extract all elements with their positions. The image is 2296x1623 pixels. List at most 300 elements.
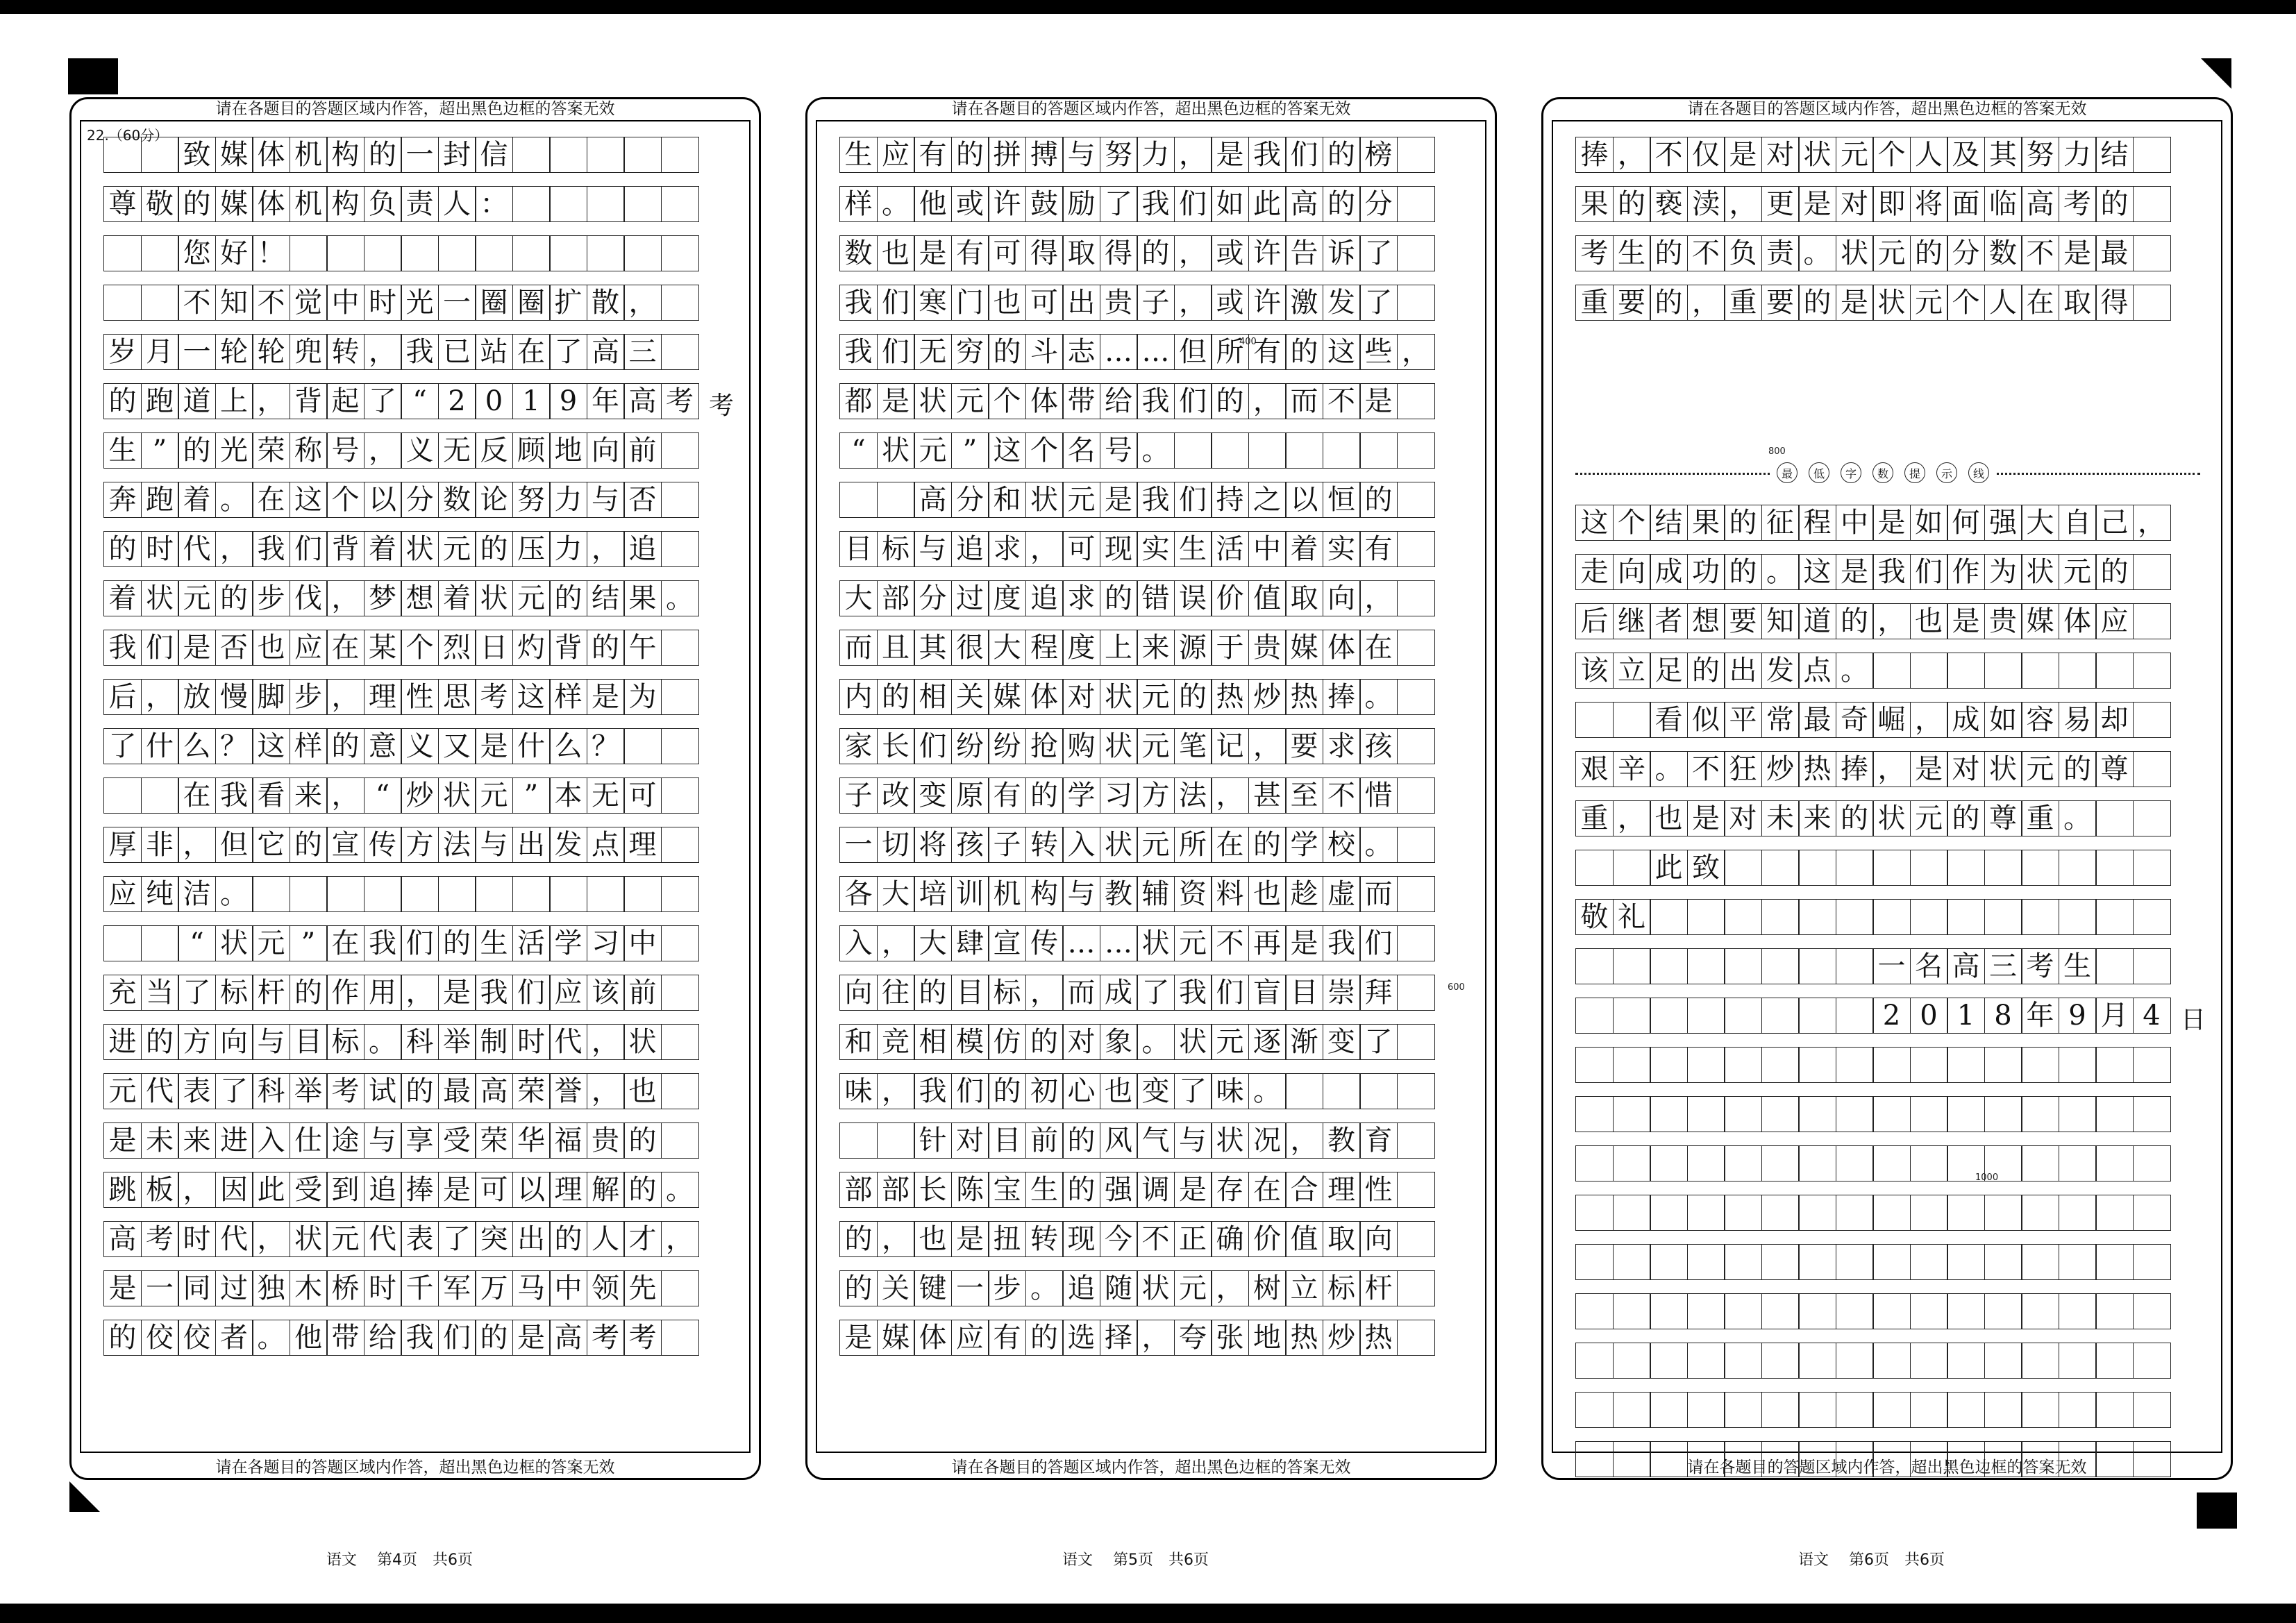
- grid-cell: 生: [1174, 531, 1212, 567]
- grid-cell: 元: [103, 1073, 142, 1109]
- grid-cell: 更: [1761, 186, 1800, 222]
- grid-cell: 艰: [1575, 751, 1614, 787]
- grid-cell: 是: [1211, 137, 1249, 173]
- grid-cell: 了: [364, 383, 402, 419]
- grid-cell: [1761, 948, 1800, 984]
- grid-cell: 追: [1025, 580, 1064, 616]
- grid-cell: 这: [988, 432, 1026, 469]
- grid-cell: 而: [1285, 383, 1323, 419]
- grid-cell: 荣: [252, 432, 290, 469]
- grid-cell: [661, 1122, 699, 1159]
- grid-cell: ，: [1211, 1270, 1249, 1306]
- grid-row: [839, 925, 1434, 961]
- grid-cell: 持: [1211, 482, 1249, 518]
- grid-cell: [661, 482, 699, 518]
- grid-cell: [1397, 827, 1435, 863]
- grid-cell: 与: [914, 531, 952, 567]
- grid-cell: [1575, 702, 1614, 738]
- grid-cell: [1724, 1244, 1762, 1280]
- grid-cell: 时: [364, 1270, 402, 1306]
- grid-cell: 慢: [215, 679, 253, 715]
- grid-row: [839, 186, 1434, 222]
- answer-area: [816, 120, 1486, 1453]
- grid-cell: 年: [2021, 998, 2059, 1034]
- grid-cell: ，: [1285, 1122, 1323, 1159]
- grid-cell: 。: [661, 1172, 699, 1208]
- grid-cell: [1947, 1047, 1985, 1083]
- grid-cell: 炒: [401, 777, 439, 814]
- grid-cell: 征: [1761, 505, 1800, 541]
- grid-cell: 的: [1613, 186, 1651, 222]
- grid-row: 2 0 1 8 年 9 月 4 日: [1575, 998, 2170, 1034]
- grid-cell: 同: [178, 1270, 216, 1306]
- grid-cell: 在: [1248, 1172, 1287, 1208]
- grid-cell: 想: [1687, 603, 1725, 639]
- grid-cell: [1910, 850, 1948, 886]
- grid-cell: 体: [914, 1320, 952, 1356]
- grid-cell: [1761, 1096, 1800, 1132]
- grid-cell: [1836, 1047, 1874, 1083]
- grid-cell: 结: [1650, 505, 1688, 541]
- grid-cell: 拼: [988, 137, 1026, 173]
- grid-cell: 知: [1761, 603, 1800, 639]
- grid-cell: 己: [2095, 505, 2134, 541]
- grid-cell: 义: [401, 432, 439, 469]
- grid-cell: 人: [1984, 285, 2022, 321]
- grid-cell: 前: [623, 432, 662, 469]
- grid-cell: …: [1062, 925, 1100, 961]
- grid-row: [839, 235, 1434, 271]
- grid-cell: [661, 432, 699, 469]
- grid-cell: 它: [252, 827, 290, 863]
- grid-cell: [1798, 1343, 1836, 1379]
- grid-cell: “: [401, 383, 439, 419]
- grid-cell: [2059, 1047, 2097, 1083]
- grid-cell: 未: [1761, 800, 1800, 836]
- grid-cell: 生: [475, 925, 513, 961]
- grid-cell: [1984, 1293, 2022, 1329]
- grid-cell: [1947, 653, 1985, 689]
- grid-cell: 成: [1650, 554, 1688, 590]
- grid-row: [103, 1073, 698, 1109]
- grid-cell: [2095, 899, 2134, 935]
- grid-cell: 的: [988, 1073, 1026, 1109]
- grid-cell: [877, 1122, 915, 1159]
- grid-cell: [2021, 1096, 2059, 1132]
- grid-cell: [2021, 1343, 2059, 1379]
- grid-cell: ，: [1359, 580, 1398, 616]
- grid-cell: 的: [1323, 186, 1361, 222]
- grid-cell: [1836, 1096, 1874, 1132]
- page-footer: 语文 第4页 共6页: [326, 1551, 473, 1569]
- grid-cell: [512, 137, 551, 173]
- grid-cell: [1947, 1343, 1985, 1379]
- grid-cell: [103, 137, 142, 173]
- grid-cell: [2133, 899, 2171, 935]
- grid-cell: 后: [103, 679, 142, 715]
- grid-cell: 不: [252, 285, 290, 321]
- grid-cell: 非: [141, 827, 179, 863]
- grid-cell: 拜: [1359, 975, 1398, 1011]
- grid-cell: 状: [623, 1024, 662, 1060]
- grid-cell: [1798, 1392, 1836, 1428]
- grid-cell: 向: [1613, 554, 1651, 590]
- grid-cell: [1687, 1392, 1725, 1428]
- grid-cell: 程: [1025, 630, 1064, 666]
- grid-cell: 的: [1137, 235, 1175, 271]
- grid-cell: [1575, 1343, 1614, 1379]
- grid-cell: 正: [1174, 1221, 1212, 1257]
- grid-cell: [1650, 1343, 1688, 1379]
- grid-cell: [1397, 1221, 1435, 1257]
- grid-cell: [1910, 1293, 1948, 1329]
- bottom-black-bar: [0, 1604, 2296, 1623]
- grid-row: [103, 1270, 698, 1306]
- grid-cell: 学: [1062, 777, 1100, 814]
- grid-cell: 度: [1062, 630, 1100, 666]
- grid-cell: 元: [2021, 751, 2059, 787]
- minimum-line-char: 线: [1968, 462, 1989, 483]
- grid-cell: [1761, 1195, 1800, 1231]
- grid-cell: 当: [141, 975, 179, 1011]
- grid-row: [839, 1073, 1434, 1109]
- grid-cell: 的: [1174, 679, 1212, 715]
- grid-cell: [1650, 1096, 1688, 1132]
- grid-cell: 的: [1836, 603, 1874, 639]
- grid-cell: 领: [587, 1270, 625, 1306]
- grid-cell: 又: [438, 728, 476, 764]
- minimum-word-count-line: [1575, 466, 2200, 496]
- grid-cell: 我: [839, 334, 878, 370]
- grid-cell: 什: [141, 728, 179, 764]
- grid-cell: 义: [401, 728, 439, 764]
- grid-cell: 存: [1211, 1172, 1249, 1208]
- grid-cell: 桥: [326, 1270, 364, 1306]
- grid-cell: [1761, 1145, 1800, 1181]
- grid-cell: 我: [252, 531, 290, 567]
- grid-cell: 我: [1137, 383, 1175, 419]
- grid-cell: [1323, 432, 1361, 469]
- grid-cell: ，: [1687, 285, 1725, 321]
- grid-cell: [1575, 1293, 1614, 1329]
- grid-cell: 机: [988, 876, 1026, 912]
- grid-cell: 与: [475, 827, 513, 863]
- grid-cell: 个: [988, 383, 1026, 419]
- grid-cell: 起: [326, 383, 364, 419]
- grid-cell: 的: [2095, 554, 2134, 590]
- grid-cell: 来: [1798, 800, 1836, 836]
- grid-cell: 的: [1798, 285, 1836, 321]
- grid-cell: 们: [1174, 482, 1212, 518]
- grid-cell: 关: [877, 1270, 915, 1306]
- grid-cell: 个: [401, 630, 439, 666]
- grid-cell: 是: [1947, 603, 1985, 639]
- grid-cell: 内: [839, 679, 878, 715]
- grid-cell: ，: [1910, 702, 1948, 738]
- grid-cell: 给: [364, 1320, 402, 1356]
- grid-cell: [1397, 432, 1435, 469]
- grid-cell: 考: [623, 1320, 662, 1356]
- grid-cell: [2095, 800, 2134, 836]
- grid-cell: [661, 925, 699, 961]
- grid-cell: 带: [326, 1320, 364, 1356]
- grid-row: [839, 777, 1434, 814]
- grid-cell: 的: [1836, 800, 1874, 836]
- grid-cell: 了: [438, 1221, 476, 1257]
- grid-cell: 很: [951, 630, 989, 666]
- grid-cell: 一: [1872, 948, 1911, 984]
- grid-cell: [661, 876, 699, 912]
- registration-mark-triangle: [69, 1481, 100, 1512]
- grid-cell: 中: [623, 925, 662, 961]
- grid-cell: 尊: [2095, 751, 2134, 787]
- grid-cell: [1984, 1047, 2022, 1083]
- grid-cell: [549, 876, 587, 912]
- grid-cell: [1947, 1244, 1985, 1280]
- grid-cell: 似: [1687, 702, 1725, 738]
- grid-cell: 也: [877, 235, 915, 271]
- grid-cell: 贵: [587, 1122, 625, 1159]
- notice-text: 请在各题目的答题区域内作答，超出黑色边框的答案无效: [951, 100, 1351, 118]
- grid-cell: 渐: [1285, 1024, 1323, 1060]
- grid-cell: 因: [215, 1172, 253, 1208]
- word-count-mark: 600: [1448, 982, 1465, 993]
- registration-mark-square: [2197, 1492, 2237, 1529]
- grid-cell: [2095, 948, 2134, 984]
- grid-cell: [2095, 1293, 2134, 1329]
- grid-cell: 值: [1248, 580, 1287, 616]
- grid-cell: 力: [1137, 137, 1175, 173]
- grid-cell: [1872, 1392, 1911, 1428]
- grid-row: [1575, 1343, 2170, 1379]
- grid-cell: 。: [2059, 800, 2097, 836]
- grid-cell: 此: [1248, 186, 1287, 222]
- grid-cell: [1613, 948, 1651, 984]
- grid-cell: 这: [290, 482, 328, 518]
- grid-cell: [1984, 850, 2022, 886]
- grid-cell: 切: [877, 827, 915, 863]
- grid-cell: 面: [1947, 186, 1985, 222]
- grid-cell: 了: [1359, 1024, 1398, 1060]
- grid-cell: [2059, 1195, 2097, 1231]
- grid-row: [839, 1024, 1434, 1060]
- grid-cell: [1397, 975, 1435, 1011]
- grid-cell: [1872, 899, 1911, 935]
- grid-cell: 状: [1100, 827, 1138, 863]
- grid-cell: [2021, 1293, 2059, 1329]
- grid-cell: 体: [2059, 603, 2097, 639]
- grid-cell: 得: [2095, 285, 2134, 321]
- grid-cell: 了: [549, 334, 587, 370]
- grid-cell: 贵: [1984, 603, 2022, 639]
- grid-cell: [2021, 1195, 2059, 1231]
- grid-cell: 的: [290, 827, 328, 863]
- answer-panel-page-4: [69, 97, 761, 1480]
- grid-cell: 重: [1724, 285, 1762, 321]
- grid-cell: 强: [1984, 505, 2022, 541]
- grid-cell: 中: [1836, 505, 1874, 541]
- grid-cell: 地: [1248, 1320, 1287, 1356]
- grid-cell: [103, 285, 142, 321]
- grid-cell: [401, 235, 439, 271]
- grid-cell: [661, 334, 699, 370]
- grid-row: [839, 531, 1434, 567]
- grid-row: [839, 1172, 1434, 1208]
- grid-cell: 体: [252, 186, 290, 222]
- grid-cell: 部: [839, 1172, 878, 1208]
- grid-cell: [1397, 186, 1435, 222]
- grid-cell: [1761, 899, 1800, 935]
- grid-cell: 无: [587, 777, 625, 814]
- grid-cell: 佼: [178, 1320, 216, 1356]
- grid-row: [1575, 235, 2170, 271]
- grid-cell: [1285, 432, 1323, 469]
- grid-cell: 受: [438, 1122, 476, 1159]
- grid-cell: [1836, 1392, 1874, 1428]
- grid-cell: 状: [215, 925, 253, 961]
- grid-cell: 状: [1984, 751, 2022, 787]
- grid-cell: 许: [1248, 285, 1287, 321]
- grid-cell: 我: [215, 777, 253, 814]
- grid-cell: [1650, 1392, 1688, 1428]
- grid-cell: 样: [549, 679, 587, 715]
- grid-cell: [587, 186, 625, 222]
- grid-cell: 状: [475, 580, 513, 616]
- grid-cell: 可: [475, 1172, 513, 1208]
- grid-cell: 搏: [1025, 137, 1064, 173]
- grid-cell: 轮: [252, 334, 290, 370]
- grid-cell: [1359, 1073, 1398, 1109]
- grid-cell: 我: [1137, 482, 1175, 518]
- grid-cell: [2133, 1195, 2171, 1231]
- grid-cell: [661, 235, 699, 271]
- grid-row: [103, 1122, 698, 1159]
- grid-cell: 名: [1910, 948, 1948, 984]
- grid-cell: [252, 876, 290, 912]
- grid-cell: 的: [2059, 751, 2097, 787]
- grid-cell: 代: [178, 531, 216, 567]
- grid-cell: [2133, 702, 2171, 738]
- grid-cell: 元: [1137, 728, 1175, 764]
- grid-cell: 。: [1137, 1024, 1175, 1060]
- grid-cell: 最: [438, 1073, 476, 1109]
- grid-cell: 了: [1137, 975, 1175, 1011]
- grid-cell: 媒: [215, 186, 253, 222]
- grid-cell: [1575, 850, 1614, 886]
- grid-cell: ，: [1174, 235, 1212, 271]
- grid-cell: 跳: [103, 1172, 142, 1208]
- grid-cell: [2133, 850, 2171, 886]
- page-footer: 语文 第6页 共6页: [1798, 1551, 1945, 1569]
- grid-cell: [438, 876, 476, 912]
- grid-cell: 前: [1025, 1122, 1064, 1159]
- grid-cell: 捧: [401, 1172, 439, 1208]
- grid-cell: 了: [1359, 285, 1398, 321]
- grid-cell: 的: [1724, 505, 1762, 541]
- grid-cell: 强: [1100, 1172, 1138, 1208]
- grid-cell: 一: [401, 137, 439, 173]
- grid-cell: 向: [1359, 1221, 1398, 1257]
- grid-cell: 炒: [1323, 1320, 1361, 1356]
- grid-cell: [364, 235, 402, 271]
- grid-cell: 烈: [438, 630, 476, 666]
- grid-cell: 习: [1100, 777, 1138, 814]
- grid-cell: 称: [290, 432, 328, 469]
- grid-cell: 现: [1100, 531, 1138, 567]
- grid-cell: 仕: [290, 1122, 328, 1159]
- grid-cell: 圈: [475, 285, 513, 321]
- word-count-mark: 1000: [1975, 1172, 1999, 1183]
- grid-cell: 大: [2021, 505, 2059, 541]
- grid-cell: 或: [951, 186, 989, 222]
- grid-cell: ，: [1025, 531, 1064, 567]
- grid-cell: [1613, 1343, 1651, 1379]
- grid-cell: 散: [587, 285, 625, 321]
- grid-cell: [141, 137, 179, 173]
- grid-cell: 媒: [2021, 603, 2059, 639]
- word-count-mark: 400: [1239, 337, 1257, 347]
- grid-cell: 名: [1062, 432, 1100, 469]
- grid-cell: 体: [252, 137, 290, 173]
- registration-mark-square: [68, 58, 118, 94]
- grid-cell: [1798, 1145, 1836, 1181]
- grid-cell: 结: [2095, 137, 2134, 173]
- grid-cell: 状: [1211, 1122, 1249, 1159]
- word-count-mark: 800: [1768, 446, 1786, 457]
- grid-cell: 光: [215, 432, 253, 469]
- grid-cell: 状: [914, 383, 952, 419]
- grid-cell: 大: [877, 876, 915, 912]
- grid-cell: 训: [951, 876, 989, 912]
- grid-cell: [661, 777, 699, 814]
- grid-cell: 状: [1100, 679, 1138, 715]
- grid-cell: [1687, 1096, 1725, 1132]
- grid-cell: 跑: [141, 383, 179, 419]
- grid-cell: ”: [951, 432, 989, 469]
- grid-cell: [364, 876, 402, 912]
- grid-cell: [2133, 285, 2171, 321]
- grid-cell: 部: [877, 580, 915, 616]
- grid-cell: 的: [549, 580, 587, 616]
- grid-cell: 是: [1724, 137, 1762, 173]
- grid-cell: 是: [178, 630, 216, 666]
- grid-cell: 志: [1062, 334, 1100, 370]
- grid-cell: ，: [877, 925, 915, 961]
- notice-text: 请在各题目的答题区域内作答，超出黑色边框的答案无效: [215, 1458, 615, 1477]
- grid-cell: 实: [1137, 531, 1175, 567]
- grid-cell: 三: [1984, 948, 2022, 984]
- grid-cell: 竞: [877, 1024, 915, 1060]
- grid-cell: 号: [326, 432, 364, 469]
- grid-row: [1575, 751, 2170, 787]
- grid-cell: 往: [877, 975, 915, 1011]
- grid-cell: 科: [252, 1073, 290, 1109]
- grid-cell: [1761, 850, 1800, 886]
- grid-cell: 的: [1650, 235, 1688, 271]
- grid-cell: 发: [549, 827, 587, 863]
- grid-cell: 了: [178, 975, 216, 1011]
- grid-cell: 元: [178, 580, 216, 616]
- grid-cell: 论: [475, 482, 513, 518]
- grid-cell: 逐: [1248, 1024, 1287, 1060]
- grid-cell: 千: [401, 1270, 439, 1306]
- grid-cell: 果: [623, 580, 662, 616]
- top-black-bar: [0, 0, 2296, 14]
- grid-row: [103, 235, 698, 271]
- grid-cell: 在: [512, 334, 551, 370]
- grid-cell: 一: [141, 1270, 179, 1306]
- grid-cell: 点: [1798, 653, 1836, 689]
